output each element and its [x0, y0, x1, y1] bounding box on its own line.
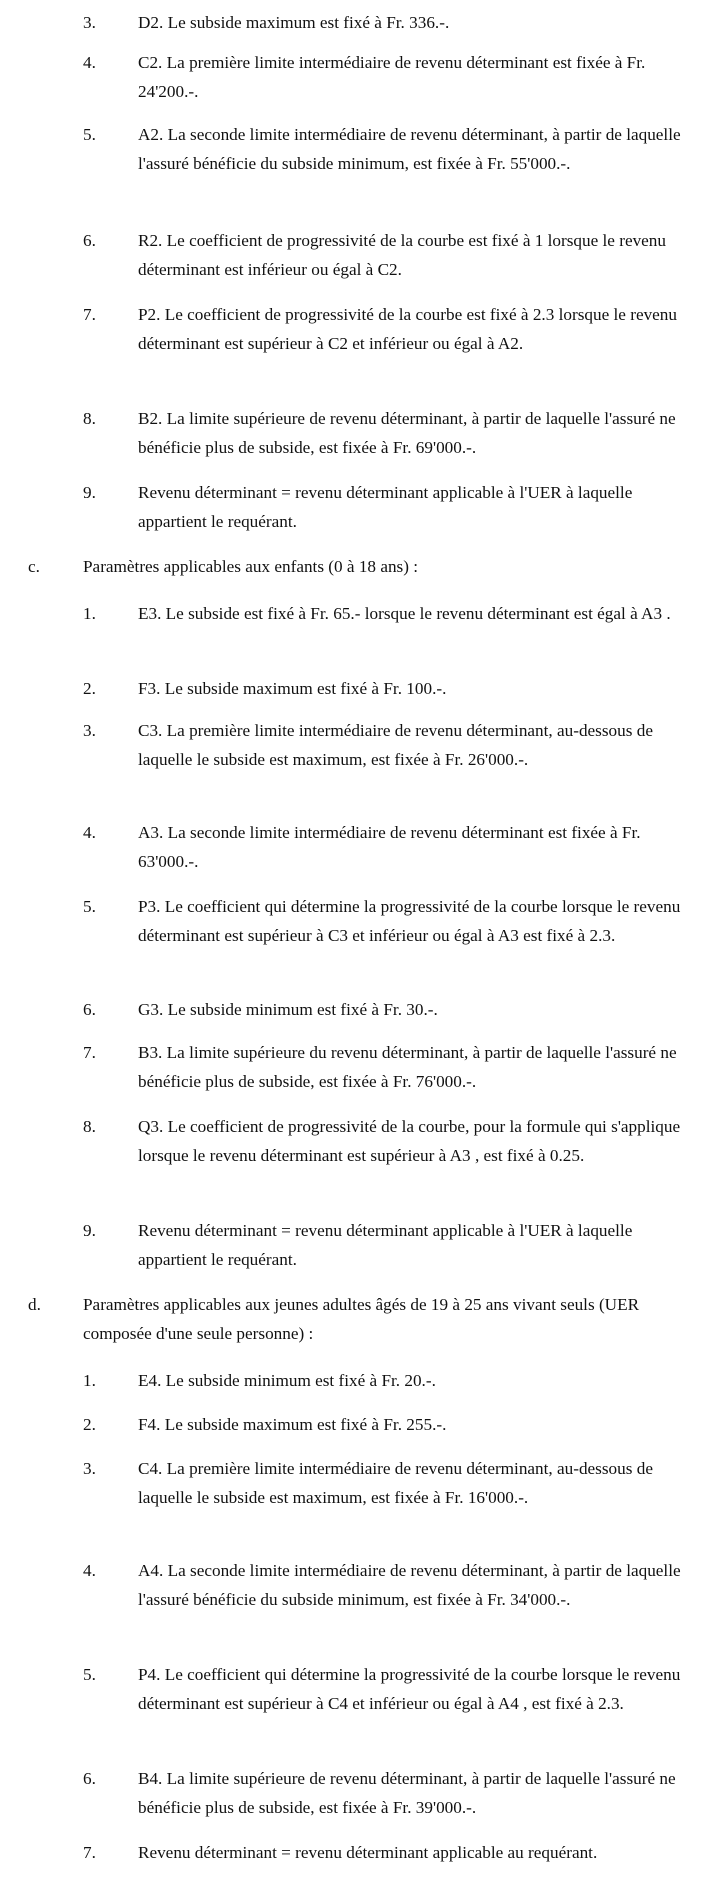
item-text: Revenu déterminant = revenu déterminant applicable au requérant. [138, 1843, 598, 1862]
item-text: F3. Le subside maximum est fixé à Fr. 100.-. [138, 679, 447, 698]
section-letter: c. [28, 557, 40, 576]
item-number: 9. [83, 483, 96, 502]
list-item [83, 1410, 703, 1439]
list-item [83, 48, 703, 106]
item-number: 4. [83, 823, 96, 842]
section-title: Paramètres applicables aux jeunes adultes âgés de 19 à 25 ans vivant seuls (UER composée d'une seule personne) : [83, 1295, 640, 1343]
section-title: Paramètres applicables aux enfants (0 à 18 ans) : [83, 557, 419, 576]
list-item [83, 599, 703, 628]
item-number: 5. [83, 125, 96, 144]
item-number: 6. [83, 1000, 96, 1019]
section-heading-d [28, 1290, 708, 1348]
item-number: 5. [83, 1665, 96, 1684]
item-number: 1. [83, 604, 96, 623]
list-item [83, 1216, 703, 1274]
item-number: 1. [83, 1371, 96, 1390]
item-number: 6. [83, 231, 96, 250]
list-item [83, 1112, 703, 1170]
item-text: A3. La seconde limite intermédiaire de revenu déterminant est fixée à Fr. 63'000.-. [138, 823, 641, 871]
item-text: Revenu déterminant = revenu déterminant applicable à l'UER à laquelle appartient le requérant. [138, 1221, 633, 1269]
item-number: 4. [83, 1561, 96, 1580]
list-item [83, 1764, 703, 1822]
item-text: P2. Le coefficient de progressivité de la courbe est fixé à 2.3 lorsque le revenu déterminant est supérieur à C2 et inférieur ou égal à A2. [138, 305, 677, 353]
item-text: E3. Le subside est fixé à Fr. 65.- lorsque le revenu déterminant est égal à A3 . [138, 604, 671, 623]
section-letter: d. [28, 1295, 41, 1314]
list-item [83, 892, 703, 950]
item-text: P3. Le coefficient qui détermine la progressivité de la courbe lorsque le revenu déterminant est supérieur à C3 et inférieur ou égal à A3 est fixé à 2.3. [138, 897, 681, 945]
item-text: B3. La limite supérieure du revenu déterminant, à partir de laquelle l'assuré ne bénéficie plus de subside, est fixée à Fr. 76'000.-. [138, 1043, 677, 1091]
list-item [83, 226, 703, 284]
list-item [83, 995, 703, 1024]
item-number: 5. [83, 897, 96, 916]
item-number: 4. [83, 53, 96, 72]
item-number: 8. [83, 409, 96, 428]
item-text: A2. La seconde limite intermédiaire de revenu déterminant, à partir de laquelle l'assuré bénéficie du subside minimum, est fixée à Fr. 55'000.-. [138, 125, 681, 173]
list-item [83, 478, 703, 536]
list-item [83, 716, 703, 774]
item-text: B2. La limite supérieure de revenu déterminant, à partir de laquelle l'assuré ne bénéficie plus de subside, est fixée à Fr. 69'000.-. [138, 409, 676, 457]
list-item [83, 1454, 703, 1512]
list-item [83, 120, 703, 178]
item-number: 7. [83, 1843, 96, 1862]
item-text: Revenu déterminant = revenu déterminant applicable à l'UER à laquelle appartient le requérant. [138, 483, 633, 531]
item-text: G3. Le subside minimum est fixé à Fr. 30.-. [138, 1000, 438, 1019]
item-text: C4. La première limite intermédiaire de revenu déterminant, au-dessous de laquelle le subside est maximum, est fixée à Fr. 16'000.-. [138, 1459, 653, 1507]
list-item [83, 300, 703, 358]
item-number: 7. [83, 1043, 96, 1062]
item-number: 8. [83, 1117, 96, 1136]
item-number: 2. [83, 679, 96, 698]
item-number: 2. [83, 1415, 96, 1434]
item-text: Q3. Le coefficient de progressivité de la courbe, pour la formule qui s'applique lorsque le revenu déterminant est supérieur à A3 , est fixé à 0.25. [138, 1117, 681, 1165]
item-text: A4. La seconde limite intermédiaire de revenu déterminant, à partir de laquelle l'assuré bénéficie du subside minimum, est fixée à Fr. 34'000.-. [138, 1561, 681, 1609]
item-number: 3. [83, 1459, 96, 1478]
item-number: 3. [83, 13, 96, 32]
list-item [83, 1660, 703, 1718]
list-item [83, 674, 703, 703]
item-number: 7. [83, 305, 96, 324]
list-item [83, 818, 703, 876]
section-heading-c [28, 552, 708, 581]
item-text: D2. Le subside maximum est fixé à Fr. 336.-. [138, 13, 450, 32]
list-item [83, 8, 703, 37]
item-text: R2. Le coefficient de progressivité de la courbe est fixé à 1 lorsque le revenu déterminant est inférieur ou égal à C2. [138, 231, 666, 279]
item-text: F4. Le subside maximum est fixé à Fr. 255.-. [138, 1415, 447, 1434]
item-text: B4. La limite supérieure de revenu déterminant, à partir de laquelle l'assuré ne bénéficie plus de subside, est fixée à Fr. 39'000.-. [138, 1769, 676, 1817]
list-item [83, 1366, 703, 1395]
item-text: C3. La première limite intermédiaire de revenu déterminant, au-dessous de laquelle le subside est maximum, est fixée à Fr. 26'000.-. [138, 721, 653, 769]
item-number: 9. [83, 1221, 96, 1240]
item-number: 6. [83, 1769, 96, 1788]
list-item [83, 1556, 703, 1614]
item-text: P4. Le coefficient qui détermine la progressivité de la courbe lorsque le revenu déterminant est supérieur à C4 et inférieur ou égal à A4 , est fixé à 2.3. [138, 1665, 681, 1713]
item-text: C2. La première limite intermédiaire de revenu déterminant est fixée à Fr. 24'200.-. [138, 53, 646, 101]
list-item [83, 404, 703, 462]
list-item [83, 1838, 703, 1867]
item-number: 3. [83, 721, 96, 740]
list-item [83, 1038, 703, 1096]
item-text: E4. Le subside minimum est fixé à Fr. 20.-. [138, 1371, 436, 1390]
